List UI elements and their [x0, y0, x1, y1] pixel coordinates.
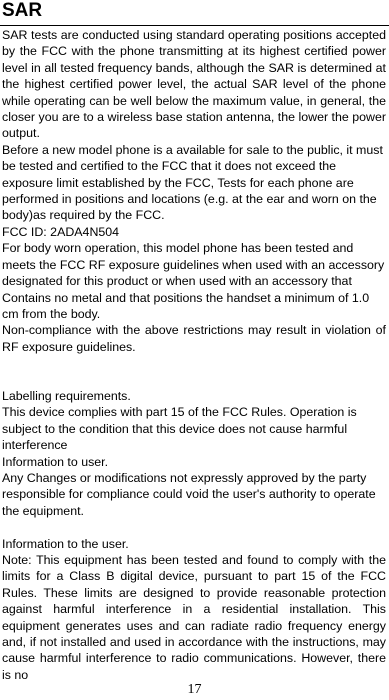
spacer: [2, 519, 386, 535]
document-body: [2, 27, 386, 683]
class-b-note-paragraph: Note: This equipment has been tested and found to comply with the limits for a Class B digital device, pursuant to part 15 of the FCC Rules. These limits are designed to provide reasonable protection against harmful interference in a residential installation. This equipment generates uses and can radiate radio frequency energy and, if not installed and used in accordance with the instructions, may cause harmful interference to radio communications. However, there is no: [2, 552, 386, 682]
part15-paragraph: This device complies with part 15 of the FCC Rules. Operation is subject to the condition that this device does not cause harmful interference: [2, 405, 357, 453]
page-number: 17: [187, 682, 202, 697]
labelling-heading: Labelling requirements.: [2, 388, 131, 403]
sar-testing-paragraph: SAR tests are conducted using standard operating positions accepted by the FCC with the phone transmitting at its highest certified power level in all tested frequency bands, although the SAR is determined at the highest certified power level, the actual SAR level of the phone while operating can be well below the maximum value, in general, the closer you are to a wireless base station antenna, the lower the power output.: [2, 28, 386, 141]
modifications-paragraph: Any Changes or modifications not expressly approved by the party responsible for compliance could void the user's authority to operate the equipment.: [2, 470, 376, 518]
non-compliance-paragraph: Non-compliance with the above restrictions may result in violation of RF exposure guidelines.: [2, 323, 386, 354]
accessory-paragraph: Contains no metal and that positions the handset a minimum of 1.0 cm from the body.: [2, 290, 370, 321]
title-underline: [0, 25, 389, 26]
fcc-id: FCC ID: 2ADA4N504: [2, 224, 120, 239]
information-to-user-heading: Information to user.: [2, 454, 109, 469]
body-worn-paragraph: For body worn operation, this model phone has been tested and meets the FCC RF exposure guidelines when used with an accessory designated for this product or when used with an accessory that: [2, 241, 385, 289]
information-to-the-user-heading: Information to the user.: [2, 536, 129, 551]
certification-paragraph: Before a new model phone is a available for sale to the public, it must be tested and certified to the FCC that it does not exceed the exposure limit established by the FCC, Tests for each phone are performed in positions and locations (e.g. at the ear and worn on the body)as required by the FCC.: [2, 142, 383, 223]
section-title: SAR: [2, 0, 43, 21]
spacer: [2, 355, 386, 388]
